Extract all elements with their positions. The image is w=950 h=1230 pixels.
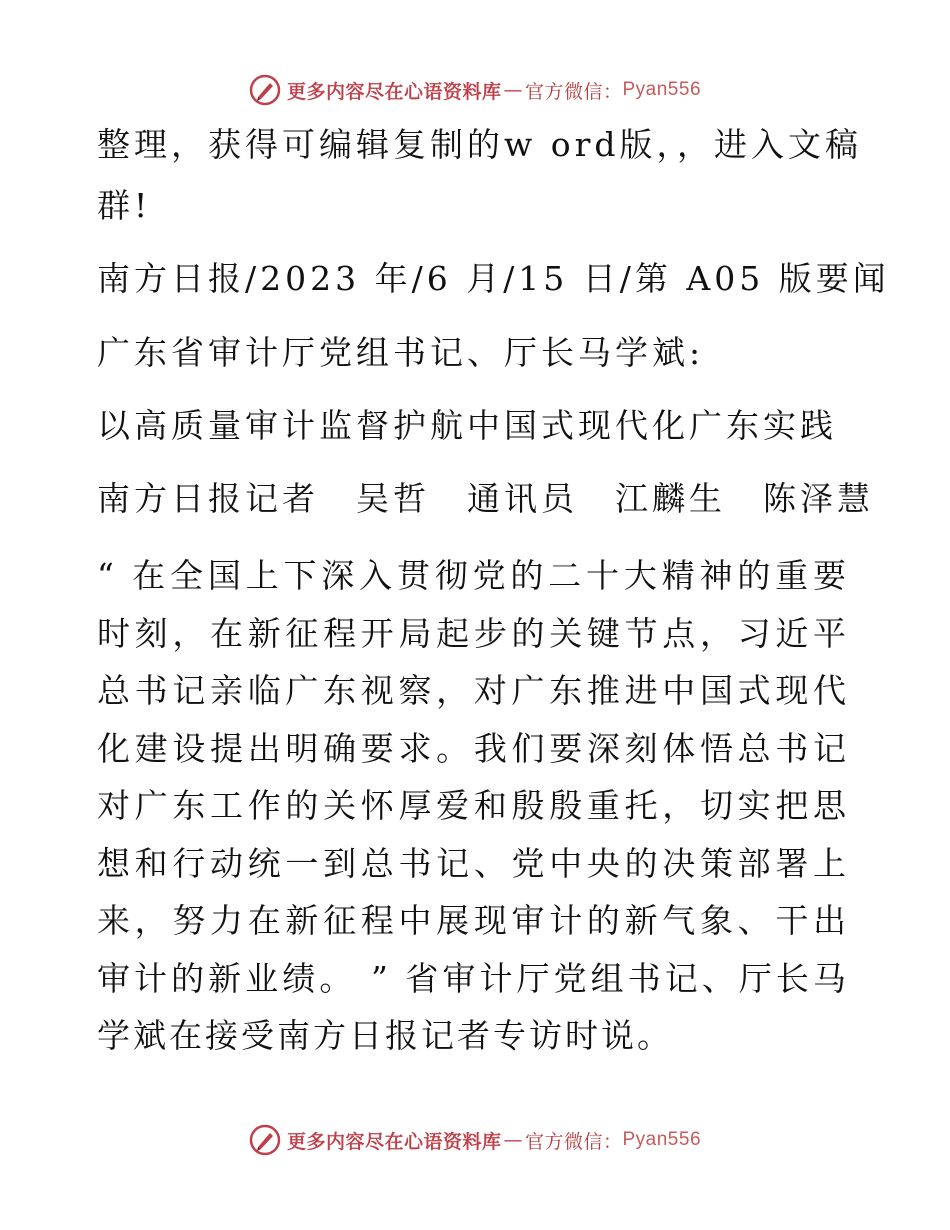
intro-line-2: 群! xyxy=(97,186,152,225)
watermark-dash: — xyxy=(503,1129,523,1151)
headline-line-1: 广东省审计厅党组书记、厅长马学斌: xyxy=(97,333,705,372)
pen-logo-icon xyxy=(249,1124,281,1156)
byline: 南方日报记者 吴哲 通讯员 江麟生 陈泽慧 xyxy=(97,479,874,518)
watermark-text: 更多内容尽在心语资料库 xyxy=(286,80,502,103)
source-line: 南方日报/2023 年/6 月/15 日/第 A05 版要闻 xyxy=(97,259,890,298)
watermark-banner-bottom xyxy=(0,1123,950,1157)
headline-line-2: 以高质量审计监督护航中国式现代化广东实践 xyxy=(97,406,837,445)
wechat-id: Pyan556 xyxy=(622,79,702,100)
body-paragraph: “ 在全国上下深入贯彻党的二十大精神的重要时刻，在新征程开局起步的关键节点，习近平总书记亲临广东视察，对广东推进中国式现代化建设提出明确要求。我们要深刻体悟总书记对广东工作的关怀厚爱和殷殷重托，切实把思想和行动统一到总书记、党中央的决策部署上来，努力在新征程中展现审计的新气象、干出审计的新业绩。 ” 省审计厅党组书记、厅长马学斌在接受南方日报记者专访时说。 xyxy=(97,556,849,1055)
watermark-banner-top xyxy=(0,73,950,107)
wechat-label: 官方微信： xyxy=(524,1130,623,1153)
wechat-id: Pyan556 xyxy=(622,1129,702,1150)
pen-logo-icon xyxy=(249,74,281,106)
watermark-text: 更多内容尽在心语资料库 xyxy=(286,1130,502,1153)
intro-line-1: 整理，获得可编辑复制的w ord版，，进入文稿 xyxy=(97,125,863,164)
watermark-dash: — xyxy=(503,79,523,101)
wechat-label: 官方微信： xyxy=(524,80,623,103)
